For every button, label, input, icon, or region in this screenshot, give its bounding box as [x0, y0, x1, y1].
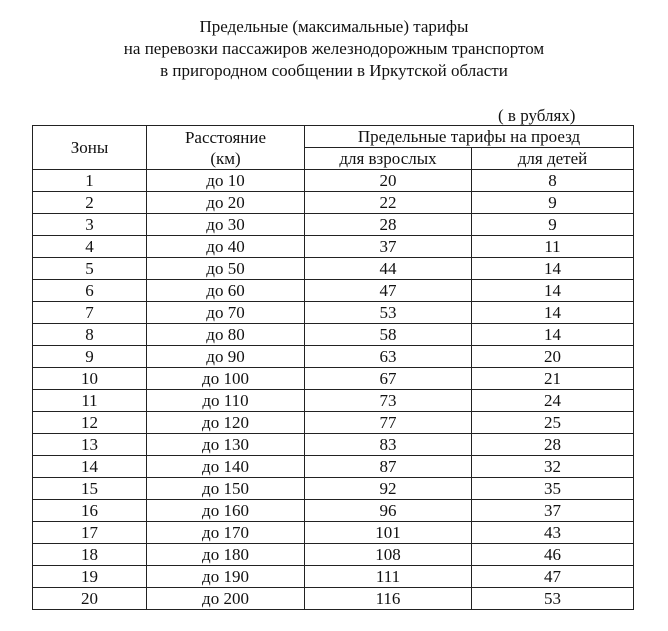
cell-adult-fare: 22 [305, 192, 472, 214]
cell-child-fare: 11 [472, 236, 634, 258]
table-row [33, 302, 634, 324]
cell-zone: 18 [33, 544, 147, 566]
cell-child-fare: 28 [472, 434, 634, 456]
header-distance [147, 126, 305, 170]
cell-zone: 19 [33, 566, 147, 588]
cell-zone: 13 [33, 434, 147, 456]
table-row [33, 478, 634, 500]
cell-zone: 1 [33, 170, 147, 192]
table-row [33, 456, 634, 478]
cell-child-fare: 37 [472, 500, 634, 522]
header-distance-label: Расстояние [184, 127, 267, 147]
cell-distance: до 190 [147, 566, 305, 588]
cell-zone: 17 [33, 522, 147, 544]
cell-adult-fare: 47 [305, 280, 472, 302]
cell-zone: 10 [33, 368, 147, 390]
cell-distance: до 200 [147, 588, 305, 610]
cell-distance: до 170 [147, 522, 305, 544]
cell-zone: 8 [33, 324, 147, 346]
cell-adult-fare: 116 [305, 588, 472, 610]
cell-adult-fare: 63 [305, 346, 472, 368]
cell-zone: 9 [33, 346, 147, 368]
cell-child-fare: 24 [472, 390, 634, 412]
cell-zone: 15 [33, 478, 147, 500]
cell-child-fare: 32 [472, 456, 634, 478]
cell-child-fare: 21 [472, 368, 634, 390]
cell-zone: 7 [33, 302, 147, 324]
cell-distance: до 110 [147, 390, 305, 412]
cell-adult-fare: 83 [305, 434, 472, 456]
cell-distance: до 140 [147, 456, 305, 478]
cell-zone: 16 [33, 500, 147, 522]
table-row [33, 522, 634, 544]
cell-child-fare: 35 [472, 478, 634, 500]
cell-zone: 6 [33, 280, 147, 302]
cell-adult-fare: 44 [305, 258, 472, 280]
cell-child-fare: 8 [472, 170, 634, 192]
table-row [33, 390, 634, 412]
table-row [33, 280, 634, 302]
cell-child-fare: 9 [472, 192, 634, 214]
table-row [33, 412, 634, 434]
header-zones: Зоны [33, 126, 147, 170]
title-line-3: в пригородном сообщении в Иркутской области [160, 61, 508, 80]
cell-adult-fare: 96 [305, 500, 472, 522]
table-row [33, 214, 634, 236]
currency-unit-note: ( в рублях) [498, 106, 576, 125]
cell-zone: 3 [33, 214, 147, 236]
cell-distance: до 80 [147, 324, 305, 346]
document-title [0, 16, 668, 82]
title-line-2: на перевозки пассажиров железнодорожным транспортом [123, 39, 545, 58]
cell-child-fare: 43 [472, 522, 634, 544]
cell-zone: 12 [33, 412, 147, 434]
table-header [33, 126, 634, 170]
cell-child-fare: 47 [472, 566, 634, 588]
cell-distance: до 160 [147, 500, 305, 522]
cell-distance: до 150 [147, 478, 305, 500]
cell-adult-fare: 92 [305, 478, 472, 500]
cell-adult-fare: 111 [305, 566, 472, 588]
table-body [33, 170, 634, 610]
cell-adult-fare: 67 [305, 368, 472, 390]
cell-distance: до 50 [147, 258, 305, 280]
header-distance-unit: (км) [210, 148, 241, 168]
table-row [33, 258, 634, 280]
table-row [33, 566, 634, 588]
cell-distance: до 100 [147, 368, 305, 390]
header-adults: для взрослых [305, 148, 472, 170]
cell-distance: до 20 [147, 192, 305, 214]
tariffs-table [32, 125, 634, 610]
cell-child-fare: 14 [472, 324, 634, 346]
cell-zone: 11 [33, 390, 147, 412]
cell-child-fare: 14 [472, 280, 634, 302]
header-children: для детей [472, 148, 634, 170]
cell-zone: 20 [33, 588, 147, 610]
header-tariffs-group: Предельные тарифы на проезд [305, 126, 634, 148]
cell-distance: до 90 [147, 346, 305, 368]
table-row [33, 588, 634, 610]
cell-adult-fare: 28 [305, 214, 472, 236]
cell-distance: до 10 [147, 170, 305, 192]
cell-child-fare: 53 [472, 588, 634, 610]
cell-child-fare: 46 [472, 544, 634, 566]
cell-distance: до 130 [147, 434, 305, 456]
cell-distance: до 180 [147, 544, 305, 566]
cell-adult-fare: 87 [305, 456, 472, 478]
cell-adult-fare: 73 [305, 390, 472, 412]
cell-adult-fare: 37 [305, 236, 472, 258]
cell-adult-fare: 53 [305, 302, 472, 324]
cell-zone: 2 [33, 192, 147, 214]
table-row [33, 170, 634, 192]
cell-adult-fare: 108 [305, 544, 472, 566]
cell-zone: 4 [33, 236, 147, 258]
table-row [33, 346, 634, 368]
cell-zone: 14 [33, 456, 147, 478]
table-row [33, 434, 634, 456]
cell-child-fare: 20 [472, 346, 634, 368]
cell-adult-fare: 58 [305, 324, 472, 346]
cell-distance: до 60 [147, 280, 305, 302]
cell-child-fare: 9 [472, 214, 634, 236]
cell-child-fare: 14 [472, 258, 634, 280]
cell-distance: до 40 [147, 236, 305, 258]
cell-adult-fare: 101 [305, 522, 472, 544]
cell-zone: 5 [33, 258, 147, 280]
table-row [33, 192, 634, 214]
cell-adult-fare: 77 [305, 412, 472, 434]
cell-distance: до 70 [147, 302, 305, 324]
title-line-1: Предельные (максимальные) тарифы [199, 17, 469, 36]
cell-child-fare: 14 [472, 302, 634, 324]
cell-distance: до 30 [147, 214, 305, 236]
cell-adult-fare: 20 [305, 170, 472, 192]
table-row [33, 236, 634, 258]
cell-distance: до 120 [147, 412, 305, 434]
table-row [33, 324, 634, 346]
table-row [33, 500, 634, 522]
table-row [33, 544, 634, 566]
table-row [33, 368, 634, 390]
cell-child-fare: 25 [472, 412, 634, 434]
